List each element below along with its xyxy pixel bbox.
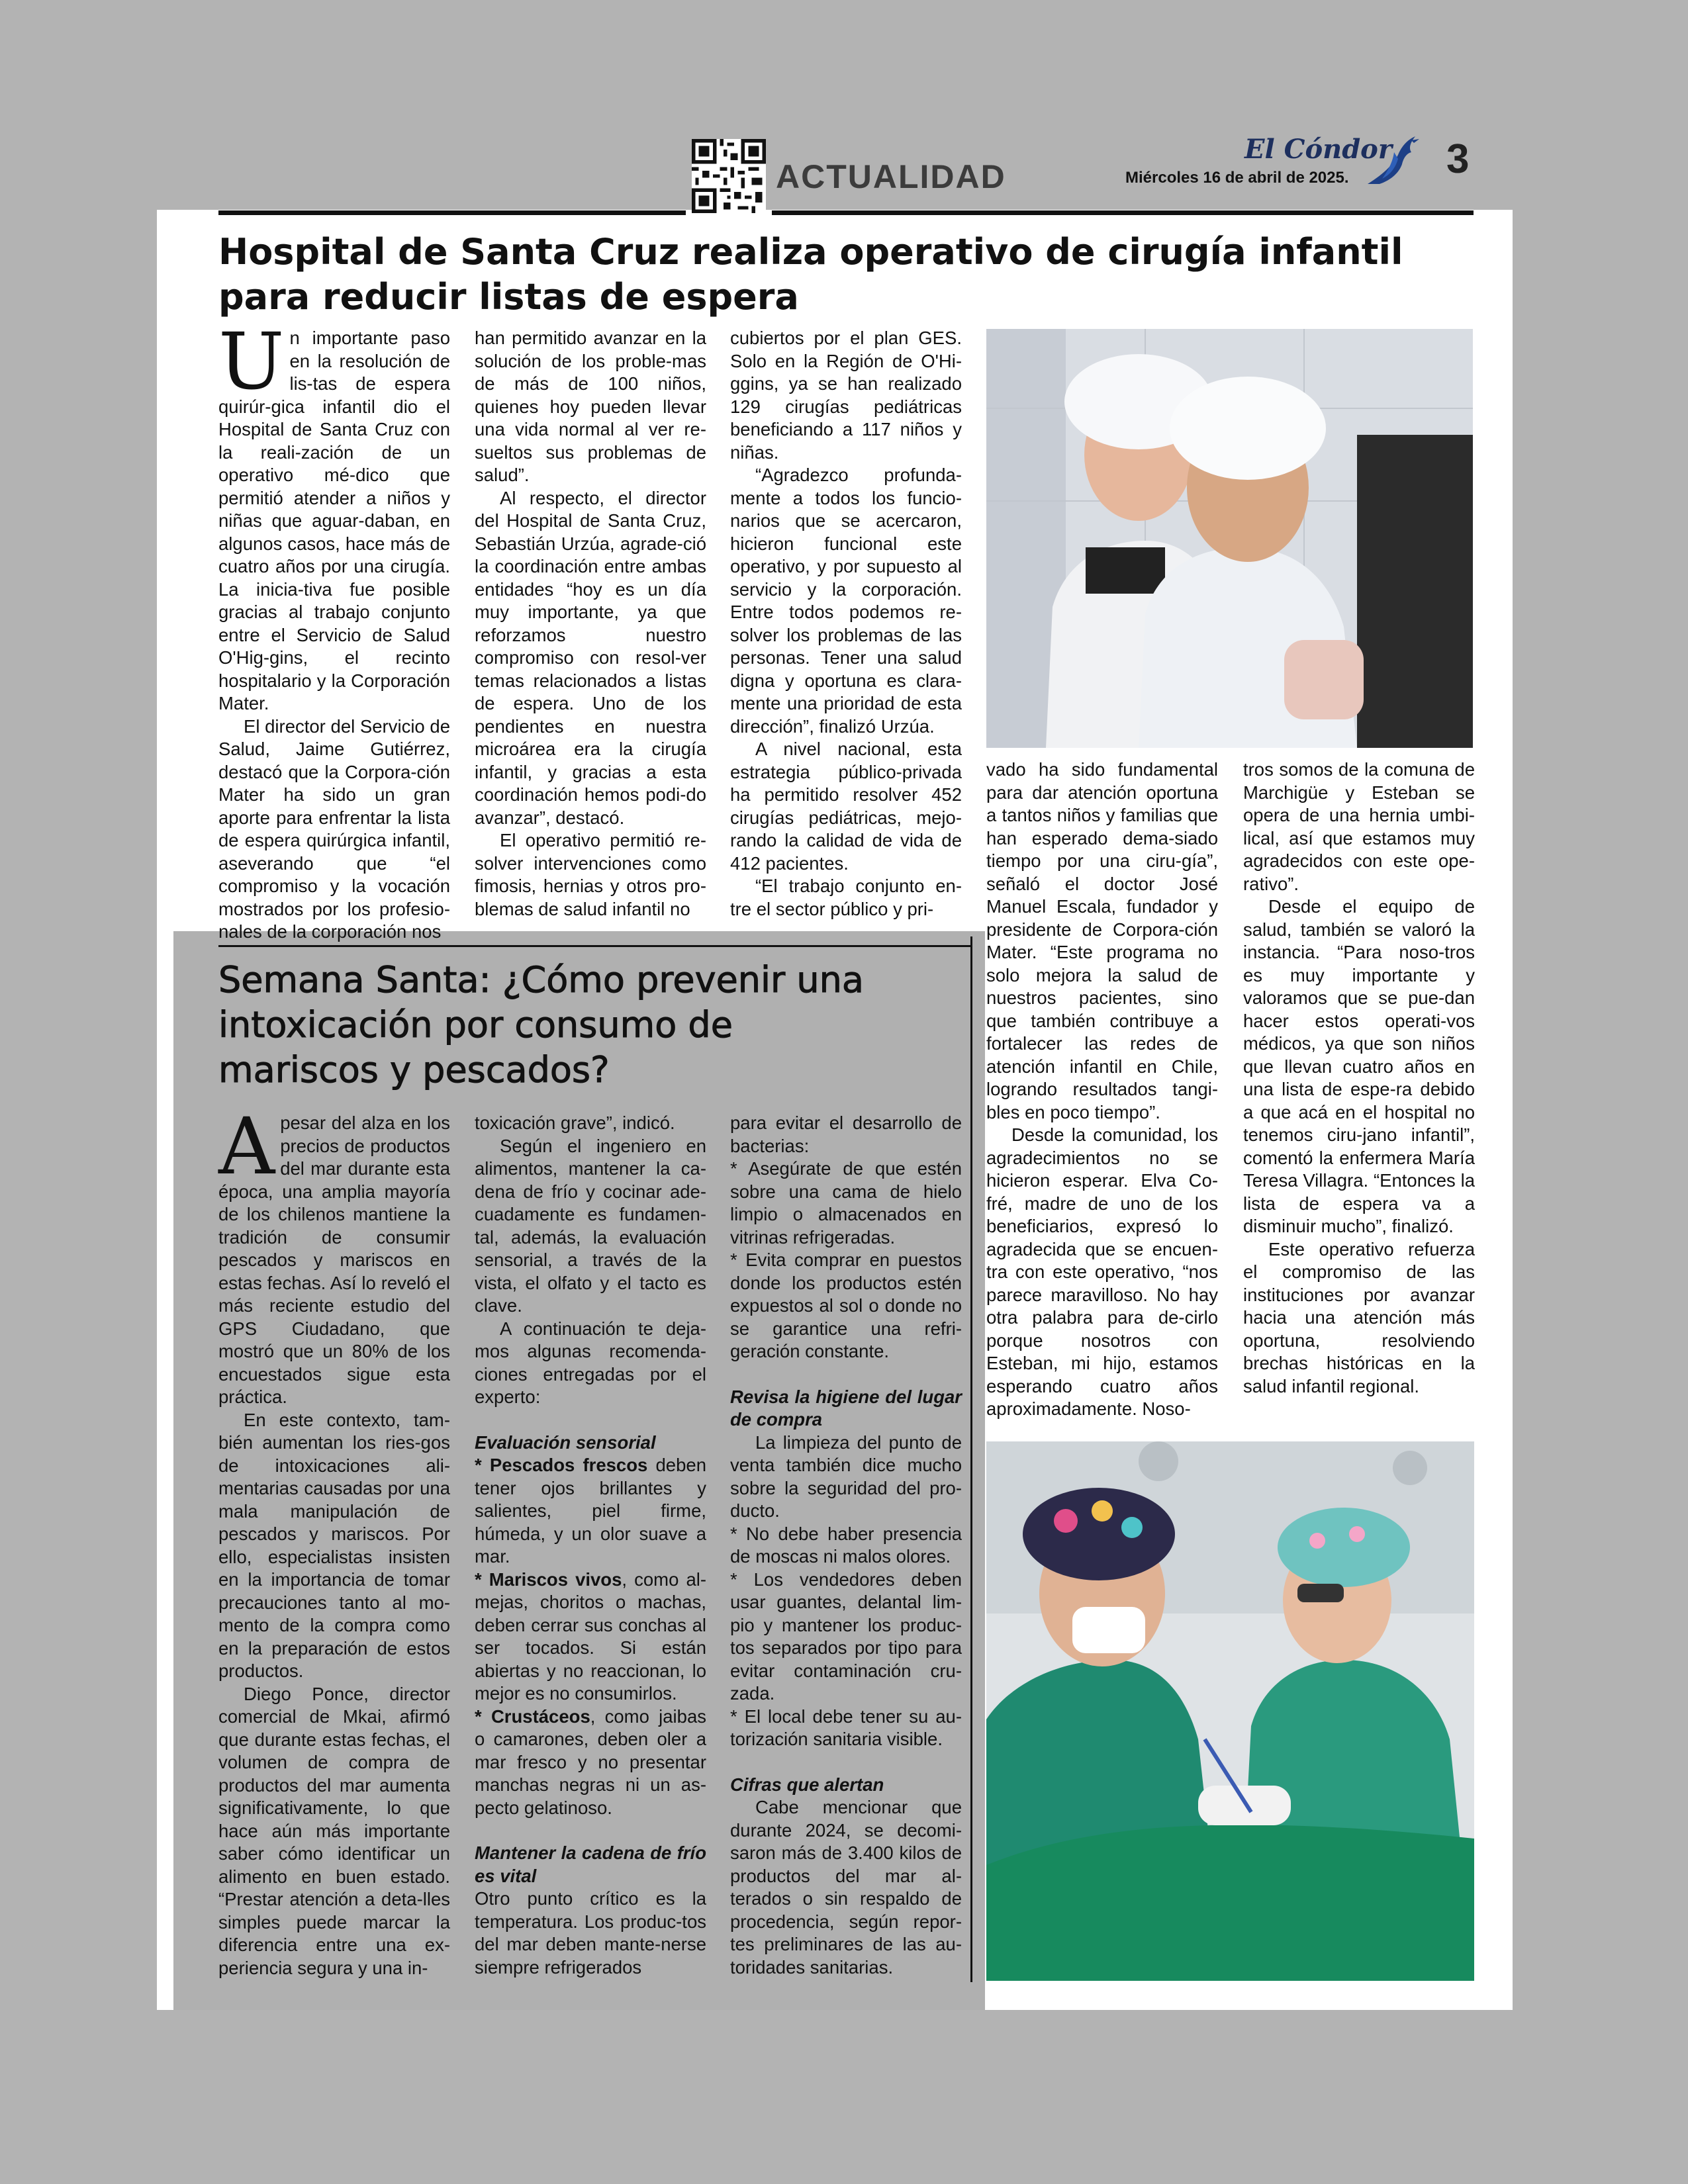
article1-column-4: [986, 758, 1218, 1421]
paragraph: La limpieza del punto de venta también dice mucho sobre la seguridad del pro-ducto.: [730, 1432, 962, 1521]
subheading: Cifras que alertan: [730, 1774, 884, 1795]
condor-logo-icon: [1362, 132, 1422, 192]
paragraph: “Agradezco profunda-mente a todos los funcio-narios que se acercaron, hicieron funcional este operativo, y por supuesto al servicio y la corporación. Entre todos podemos re-solver los problemas de las personas. Tener una salud digna y oportuna es clara-mente una prioridad de esta dirección”, finalizó Urzúa.: [730, 465, 962, 737]
article1-dropcap: U: [218, 316, 285, 407]
paragraph: toxicación grave”, indicó.: [475, 1113, 675, 1133]
bullet: * El local debe tener su au-torización sanitaria visible.: [730, 1706, 962, 1749]
article1-column-5: [1243, 758, 1475, 1398]
paragraph: Desde el equipo de salud, también se valoró la instancia. “Para noso-tros es muy importante y valoramos que se pue-dan hacer estos operati-vos médicos, ya que son niños que llevan cuatro años en una lista de espe-ra debido a que acá en el hospital no tenemos ciru-jano infantil”, comentó la enfermera María Teresa Villagra. “Entonces la lista de espera va a disminuir mucho”, finalizó.: [1243, 896, 1475, 1236]
nurse-and-child-photo: [986, 329, 1473, 748]
bullet: [475, 1454, 706, 1569]
bullet: * Asegúrate de que estén sobre una cama de hielo limpio o almacenados en vitrinas refrigeradas.: [730, 1158, 962, 1248]
article2-column-2: [475, 1112, 706, 1979]
paragraph: han permitido avanzar en la solución de los proble-mas de más de 100 niños, quienes hoy pueden llevar una vida normal al ver re-sueltos sus problemas de salud”.: [475, 328, 706, 485]
page-number: 3: [1446, 136, 1470, 182]
surgery-photo: [986, 1441, 1474, 1981]
article1-column-1: [218, 316, 450, 944]
issue-date: Miércoles 16 de abril de 2025.: [1125, 169, 1349, 187]
paragraph: “El trabajo conjunto en-tre el sector público y pri-: [730, 876, 962, 919]
article2-headline: Semana Santa: ¿Cómo prevenir una intoxicación por consumo de mariscos y pescados?: [218, 959, 864, 1091]
paragraph: Al respecto, el director del Hospital de Santa Cruz, Sebastián Urzúa, agrade-ció la coordinación entre ambas entidades “hoy es un día muy importante, ya que reforzamos nuestro compromiso con resol-ver temas relacionados a listas de espera. Uno de los pendientes en nuestra microárea era la cirugía infantil, y gracias a esta coordinación hemos podi-do avanzar”, destacó.: [475, 487, 706, 828]
article2-column-3: [730, 1112, 962, 1979]
qr-code-icon[interactable]: [692, 139, 766, 213]
paragraph: pesar del alza en los precios de productos del mar durante esta época, una amplia mayoría de los chilenos mantiene la tradición de consumir pescados y mariscos en estas fechas. Así lo reveló el más reciente estudio del GPS Ciudadano, que mostró que un 80% de los encuestados sigue esta práctica.: [218, 1113, 450, 1407]
article1-headline: Hospital de Santa Cruz realiza operativo de cirugía infantil para reducir listas de espera: [218, 231, 1403, 318]
paragraph: En este contexto, tam-bién aumentan los ries-gos de intoxicaciones ali-mentarias causadas por una mala manipulación de pescados y mariscos. Por ello, especialistas insisten en la importancia de tomar precauciones tanto al mo-mento de la compra como en la preparación de estos productos.: [218, 1409, 450, 1681]
paragraph: vado ha sido fundamental para dar atención oportuna a tantos niños y familias que han esperado dema-siado tiempo por una ciru-gía”, señaló el doctor José Manuel Escala, fundador y presidente de Corpora-ción Mater. “Este programa no solo mejora la salud de nuestros pacientes, sino que también contribuye a fortalecer las redes de atención infantil en Chile, logrando resultados tangi-bles en poco tiempo”.: [986, 759, 1218, 1122]
bullet-label: * Mariscos vivos: [475, 1569, 622, 1590]
paragraph: Diego Ponce, director comercial de Mkai, afirmó que durante estas fechas, el volumen de compra de productos del mar aumenta significativamente, lo que hace aún más importante saber cómo identificar un alimento en buen estado. “Prestar atención a deta-lles simples puede marcar la diferencia entre una ex-periencia segura y una in-: [218, 1683, 450, 1978]
paragraph: Según el ingeniero en alimentos, mantener la ca-dena de frío y cocinar ade-cuadamente es fundamen-tal, además, la evaluación sensorial, a través de la vista, el olfato y el tacto es clave.: [475, 1135, 706, 1316]
paragraph: cubiertos por el plan GES. Solo en la Región de O'Hi-ggins, ya se han realizado 129 cirugías pediátricas beneficiando a 117 niños y niñas.: [730, 328, 962, 463]
paragraph: El director del Servicio de Salud, Jaime Gutiérrez, destacó que la Corpora-ción Mater ha sido un gran aporte para enfrentar la lista de espera quirúrgica infantil, aseverando que “el compromiso y la vocación mostrados por los profesio-nales de la corporación nos: [218, 715, 450, 942]
article2-dropcap: A: [218, 1101, 275, 1192]
paragraph: Otro punto crítico es la temperatura. Los produc-tos del mar deben mante-nerse siempre refrigerados: [475, 1888, 706, 1978]
paragraph: A nivel nacional, esta estrategia público-privada ha permitido resolver 452 cirugías pediátricas, mejo-rando la calidad de vida de 412 pacientes.: [730, 739, 962, 874]
paragraph: para evitar el desarrollo de bacterias:: [730, 1113, 962, 1156]
article2-top-rule: [218, 945, 970, 947]
paragraph: Desde la comunidad, los agradecimientos no se hicieron esperar. Elva Co-fré, madre de uno de los beneficiarios, expresó lo agradecida que se encuen-tra con este operativo, “nos parece maravilloso. No hay otra palabra para de-cirlo porque nosotros con Esteban, mi hijo, estamos esperando cuatro años aproximadamente. Noso-: [986, 1124, 1218, 1419]
bullet-label: * Crustáceos: [475, 1706, 590, 1727]
paragraph: A continuación te deja-mos algunas recomenda-ciones entregadas por el experto:: [475, 1318, 706, 1407]
newspaper-brand: El Cóndor: [1244, 134, 1392, 165]
paragraph: El operativo permitió re-solver intervenciones como fimosis, hernias y otros pro-blemas de salud infantil no: [475, 830, 706, 919]
column-divider: [970, 936, 972, 1982]
bullet-text: , como jaibas o camarones, deben oler a mar fresco y no presentar manchas negras ni un as-pecto gelatinoso.: [475, 1706, 706, 1818]
subheading: Evaluación sensorial: [475, 1432, 656, 1453]
header-rule-right: [772, 210, 1474, 215]
header-rule-left: [218, 210, 686, 215]
bullet: [475, 1569, 706, 1706]
paragraph: Este operativo refuerza el compromiso de las instituciones por avanzar hacia una atención más oportuna, resolviendo brechas históricas en la salud infantil regional.: [1243, 1238, 1475, 1396]
article1-column-3: [730, 327, 962, 921]
section-label: ACTUALIDAD: [776, 158, 1006, 195]
article2-column-1: [218, 1101, 450, 1979]
bullet: * No debe haber presencia de moscas ni malos olores.: [730, 1523, 962, 1567]
bullet: * Evita comprar en puestos donde los productos estén expuestos al sol o donde no se garantice una refri-geración constante.: [730, 1250, 962, 1361]
bullet-label: * Pescados frescos: [475, 1455, 648, 1475]
paragraph: Cabe mencionar que durante 2024, se decomi-saron más de 3.400 kilos de productos del mar al-terados o sin respaldo de procedencia, según repor-tes preliminares de las au-toridades sanitarias.: [730, 1797, 962, 1978]
bullet-text: deben tener ojos brillantes y salientes, piel firme, húmeda, y un olor suave a mar.: [475, 1455, 706, 1567]
article1-column-2: [475, 327, 706, 921]
bullet: * Los vendedores deben usar guantes, delantal lim-pio y mantener los produc-tos separados por tipo para evitar contaminación cru-zada.: [730, 1569, 962, 1704]
subheading: Revisa la higiene del lugar de compra: [730, 1386, 962, 1430]
bullet-text: , como al-mejas, choritos o machas, deben cerrar sus conchas al ser tocados. Si están abiertas y no reaccionan, lo mejor es no consumirlos.: [475, 1569, 707, 1704]
paragraph: n importante paso en la resolución de lis-tas de espera quirúr-gica infantil dio el Hospital de Santa Cruz con la reali-zación de un operativo mé-dico que permitió atender a niños y niñas que aguar-daban, en algunos casos, hace más de cuatro años por una cirugía. La inicia-tiva fue posible gracias al trabajo conjunto entre el Servicio de Salud O'Hig-gins, el recinto hospitalario y la Corporación Mater.: [218, 328, 450, 713]
subheading: Mantener la cadena de frío es vital: [475, 1843, 706, 1886]
paragraph: tros somos de la comuna de Marchigüe y Esteban se opera de una hernia umbi-lical, así que estamos muy agradecidos con este ope-rativo”.: [1243, 759, 1475, 894]
bullet: [475, 1706, 706, 1820]
